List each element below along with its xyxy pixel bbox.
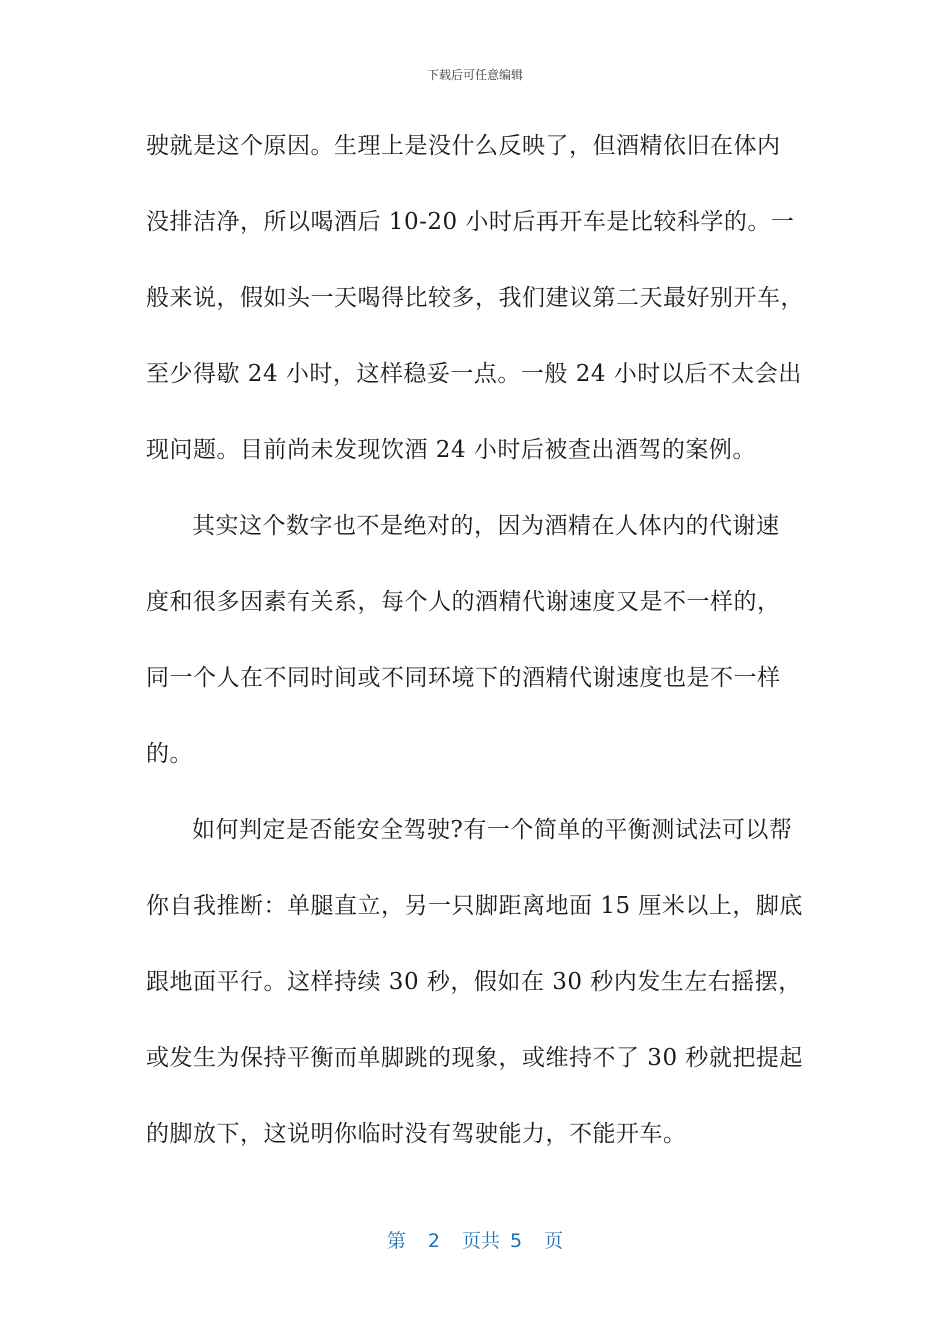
- text-line: 至少得歇 24 小时，这样稳妥一点。一般 24 小时以后不太会出: [146, 361, 802, 387]
- text-line: 般来说，假如头一天喝得比较多，我们建议第二天最好别开车，: [146, 285, 804, 311]
- paragraph-1: [146, 124, 816, 504]
- text-line: 同一个人在不同时间或不同环境下的酒精代谢速度也是不一样: [146, 665, 781, 691]
- document-body: [146, 124, 816, 1188]
- text-line: 的脚放下，这说明你临时没有驾驶能力，不能开车。: [146, 1121, 687, 1147]
- page-label-prefix: 第: [386, 1230, 406, 1252]
- page-label-mid: 页共: [461, 1230, 500, 1252]
- text-line: 度和很多因素有关系，每个人的酒精代谢速度又是不一样的，: [146, 589, 781, 615]
- text-line: 没排洁净，所以喝酒后 10-20 小时后再开车是比较科学的。一: [146, 209, 795, 235]
- total-pages-number: 5: [510, 1230, 523, 1252]
- page-footer: [0, 1226, 950, 1253]
- text-line: 现问题。目前尚未发现饮酒 24 小时后被查出酒驾的案例。: [146, 437, 756, 463]
- text-line: 你自我推断：单腿直立，另一只脚距离地面 15 厘米以上，脚底: [146, 893, 803, 919]
- text-line: 如何判定是否能安全驾驶?有一个简单的平衡测试法可以帮: [192, 817, 793, 843]
- text-line: 的。: [146, 741, 193, 767]
- page-label-suffix: 页: [544, 1230, 564, 1252]
- text-line: 驶就是这个原因。生理上是没什么反映了，但酒精依旧在体内: [146, 133, 781, 159]
- paragraph-2: [146, 504, 816, 808]
- page-header: 下载后可任意编辑: [426, 68, 523, 82]
- paragraph-3: [146, 808, 816, 1188]
- current-page-number: 2: [427, 1230, 440, 1252]
- text-line: 或发生为保持平衡而单脚跳的现象，或维持不了 30 秒就把提起: [146, 1045, 803, 1071]
- text-line: 跟地面平行。这样持续 30 秒，假如在 30 秒内发生左右摇摆，: [146, 969, 802, 995]
- text-line: 其实这个数字也不是绝对的，因为酒精在人体内的代谢速: [192, 513, 780, 539]
